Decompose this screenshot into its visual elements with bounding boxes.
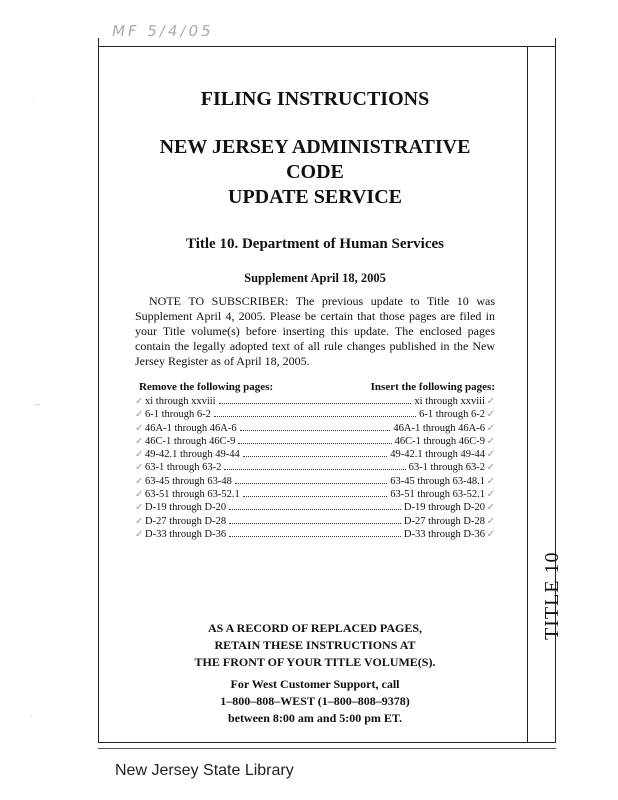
support-hours: between 8:00 am and 5:00 pm ET. [227,711,403,725]
dot-leader [229,528,401,537]
page-title: FILING INSTRUCTIONS [200,88,430,110]
code-title-line2: UPDATE SERVICE [228,186,402,208]
table-row [135,475,495,488]
check-mark-icon: ✓ [135,449,144,461]
table-row [135,528,495,541]
page-list [135,395,495,541]
check-mark-icon: ✓ [486,475,495,487]
support-phone: 1–800–808–WEST (1–800–808–9378) [220,694,410,708]
check-mark-icon: ✓ [486,462,495,474]
scan-speck: · [30,712,33,721]
check-mark-icon: ✓ [486,449,495,461]
record-line: AS A RECORD OF REPLACED PAGES, [207,621,423,635]
remove-pages: 46C-1 through 46C-9 [145,435,236,447]
customer-support [135,676,495,727]
insert-pages: D-27 through D-28 [403,515,485,527]
record-line: RETAIN THESE INSTRUCTIONS AT [214,638,416,652]
remove-pages: 63-1 through 63-2 [145,462,222,474]
table-row [135,501,495,514]
check-mark-icon: ✓ [135,528,144,540]
check-mark-icon: ✓ [135,515,144,527]
check-mark-icon: ✓ [135,475,144,487]
dot-leader [243,448,387,457]
remove-pages: 6-1 through 6-2 [145,409,211,421]
check-mark-icon: ✓ [135,462,144,474]
table-row [135,435,495,448]
table-row [135,461,495,474]
subscriber-note [135,294,495,369]
support-line: For West Customer Support, call [230,677,400,691]
remove-pages: 46A-1 through 46A-6 [145,422,237,434]
check-mark-icon: ✓ [135,422,144,434]
title-department: Title 10. Department of Human Services [185,236,445,252]
insert-pages: 49-42.1 through 49-44 [390,449,485,461]
table-row [135,448,495,461]
frame-bottom-rule [98,748,556,749]
dot-leader [240,422,391,431]
check-mark-icon: ✓ [486,515,495,527]
spine-label: TITLE 10 [541,551,563,640]
instructions-body [135,80,495,541]
dot-leader [238,435,391,444]
insert-pages: xi through xxviii [414,396,485,407]
spine-divider [527,47,528,743]
check-mark-icon: ✓ [135,435,144,447]
insert-pages: D-19 through D-20 [403,502,485,514]
dot-leader [214,408,416,417]
table-row [135,395,495,408]
insert-header: Insert the following pages: [370,381,495,393]
check-mark-icon: ✓ [486,422,495,434]
insert-pages: 63-51 through 63-52.1 [390,489,485,501]
remove-pages: 63-51 through 63-52.1 [145,489,240,501]
library-stamp: New Jersey State Library [115,762,294,779]
dot-leader [229,501,401,510]
code-title [135,135,495,210]
dot-leader [229,515,401,524]
frame-top-rule [98,46,556,47]
table-row [135,408,495,421]
column-headers [135,381,495,393]
insert-pages: 46C-1 through 46C-9 [394,435,485,447]
handwritten-note: MF 5/4/05 [110,22,216,40]
remove-pages: 49-42.1 through 49-44 [145,449,240,461]
remove-pages: D-27 through D-28 [145,515,227,527]
check-mark-icon: ✓ [486,489,495,501]
table-row [135,422,495,435]
check-mark-icon: ✓ [486,502,495,514]
insert-pages: 46A-1 through 46A-6 [393,422,485,434]
check-mark-icon: ✓ [135,489,144,501]
remove-header: Remove the following pages: [139,381,274,393]
scan-speck: ~ [34,400,41,409]
check-mark-icon: ✓ [135,396,144,407]
insert-pages: 63-1 through 63-2 [408,462,485,474]
check-mark-icon: ✓ [486,435,495,447]
subscriber-note-text: NOTE TO SUBSCRIBER: The previous update to Title 10 was Supplement April 4, 2005. Please be certain that those pages are filed in your Title volume(s) before inserting this update. The enclosed pages contain the legally adopted text of all rule changes published in the New Jersey Register as of April 18, 2005. [135,294,495,368]
check-mark-icon: ✓ [486,396,495,407]
insert-pages: 63-45 through 63-48.1 [390,475,485,487]
supplement-date: Supplement April 18, 2005 [244,271,386,285]
code-title-line1: NEW JERSEY ADMINISTRATIVE CODE [159,136,471,183]
dot-leader [235,475,387,484]
dot-leader [219,395,412,404]
check-mark-icon: ✓ [486,528,495,540]
table-row [135,515,495,528]
remove-pages: xi through xxviii [145,396,216,407]
dot-leader [224,461,405,470]
record-line: THE FRONT OF YOUR TITLE VOLUME(S). [194,655,436,669]
remove-pages: 63-45 through 63-48 [145,475,232,487]
check-mark-icon: ✓ [486,409,495,421]
scan-speck: · [32,95,35,104]
check-mark-icon: ✓ [135,409,144,421]
insert-pages: 6-1 through 6-2 [419,409,485,421]
remove-pages: D-19 through D-20 [145,502,227,514]
record-instruction [135,620,495,671]
table-row [135,488,495,501]
remove-pages: D-33 through D-36 [145,528,227,540]
dot-leader [243,488,387,497]
insert-pages: D-33 through D-36 [403,528,485,540]
check-mark-icon: ✓ [135,502,144,514]
